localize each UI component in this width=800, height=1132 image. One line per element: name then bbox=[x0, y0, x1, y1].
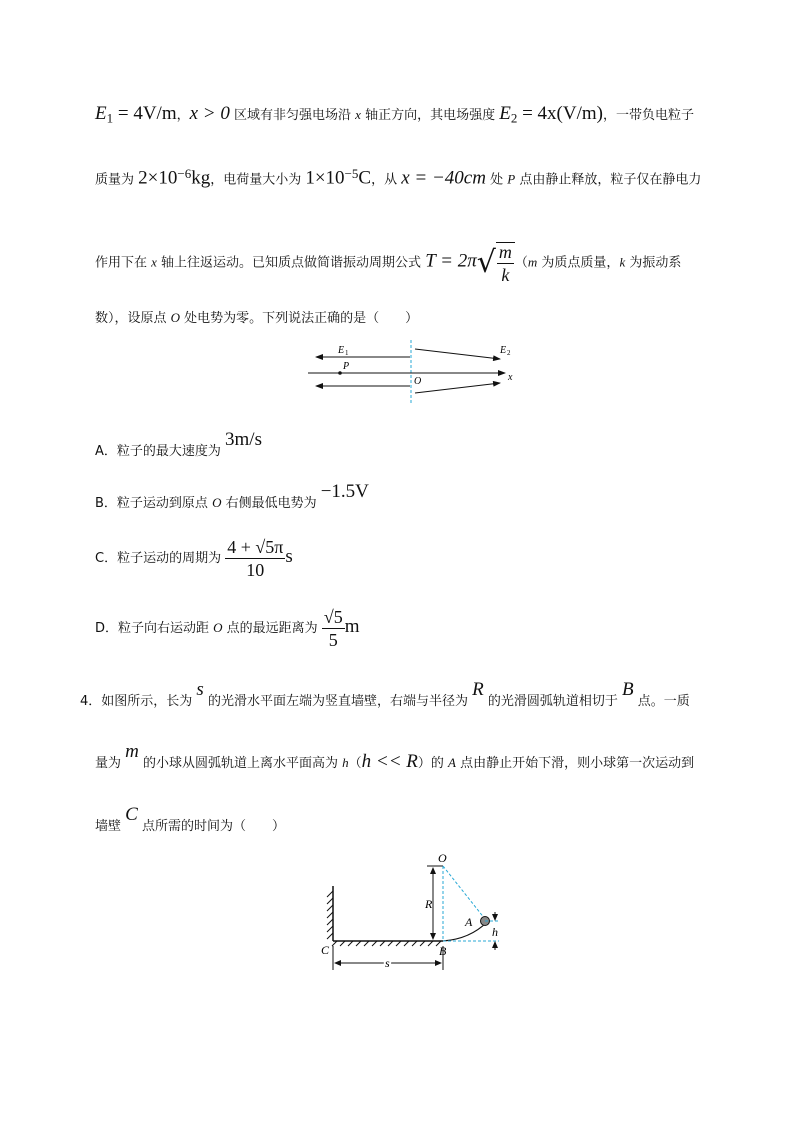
fig-o-label: O bbox=[438, 851, 447, 865]
option-d[interactable]: D．粒子向右运动距 O 点的最远距离为 $\frac{√5}{5}$ m bbox=[95, 607, 360, 650]
option-a[interactable]: A．粒子的最大速度为 3m/s bbox=[95, 429, 262, 459]
q3-line-3: 作用下在 x 轴上往返运动。已知质点做简谐振动周期公式 T = 2π√ $\frac{m}{k}$ （m 为质点质量，k 为振动系 bbox=[95, 242, 682, 285]
fig-h-label: h bbox=[492, 925, 498, 939]
svg-text:2: 2 bbox=[507, 349, 511, 357]
option-a-value: 3m/s bbox=[225, 429, 262, 450]
fig-e2-label: E bbox=[500, 345, 507, 356]
q3-line-2: 质量为 $2\times 10^{-6}kg$，电荷量大小为 $1\times 10^{-5}C$，从 x = −40cm 处 P 点由静止释放，粒子仅在静电力 bbox=[95, 166, 702, 189]
h-condition: h << R bbox=[361, 751, 418, 772]
fig-a-label: A bbox=[465, 915, 473, 929]
svg-text:1: 1 bbox=[345, 349, 349, 357]
fig-r-label: R bbox=[425, 897, 433, 911]
period-formula: T = 2π bbox=[425, 250, 477, 272]
fig-c-label: C bbox=[321, 943, 330, 957]
q4-line-3: 墙壁 C 点所需的时间为（ ） bbox=[95, 804, 285, 834]
option-c[interactable]: C．粒子运动的周期为 $\frac{4 + √5\pi}{10}$ s bbox=[95, 537, 293, 580]
e1-symbol: E bbox=[95, 103, 107, 124]
e2-symbol: E bbox=[499, 103, 511, 124]
fig-o-label: O bbox=[414, 376, 422, 387]
q3-line-4: 数），设原点 O 处电势为零。下列说法正确的是（ ） bbox=[95, 310, 419, 326]
q3-field-figure bbox=[300, 338, 530, 406]
start-position: x = −40cm bbox=[401, 167, 486, 189]
option-d-fraction: $\frac{√5}{5}$ bbox=[323, 607, 343, 650]
option-b[interactable]: B．粒子运动到原点 O 右侧最低电势为 −1.5V bbox=[95, 481, 369, 511]
q4-line-1: 4．如图所示，长为 s 的光滑水平面左端为竖直墙壁，右端与半径为 R 的光滑圆弧轨道相切于 B 点。一质 bbox=[80, 679, 690, 709]
fig-p-label: P bbox=[343, 361, 350, 372]
fig-s-label: s bbox=[385, 956, 390, 970]
fig-x-label: x bbox=[508, 372, 513, 383]
x-condition: x > 0 bbox=[189, 103, 230, 124]
q3-line-1: $E_1 = 4V/m$，x > 0 区域有非匀强电场沿 x 轴正方向，其电场强度 $E_2 = 4x(V/m)$，一带负电粒子 bbox=[95, 103, 694, 126]
q4-line-2: 量为 m 的小球从圆弧轨道上离水平面高为 h（h << R）的 A 点由静止开始下滑，则小球第一次运动到 bbox=[95, 741, 695, 772]
option-c-fraction: $\frac{4 + √5\pi}{10}$ bbox=[227, 537, 284, 580]
sqrt-sign: √ bbox=[476, 245, 496, 280]
charge-value: 1×10 bbox=[305, 167, 345, 189]
option-b-value: −1.5V bbox=[320, 481, 369, 502]
q4-track-figure bbox=[315, 846, 515, 976]
fig-e1-label: E bbox=[338, 345, 345, 356]
fig-b-label: B bbox=[439, 944, 447, 958]
mass-value: 2×10 bbox=[138, 167, 178, 189]
e2-value: = 4x(V/m) bbox=[517, 103, 603, 124]
e1-value: = 4V/m bbox=[113, 103, 177, 124]
